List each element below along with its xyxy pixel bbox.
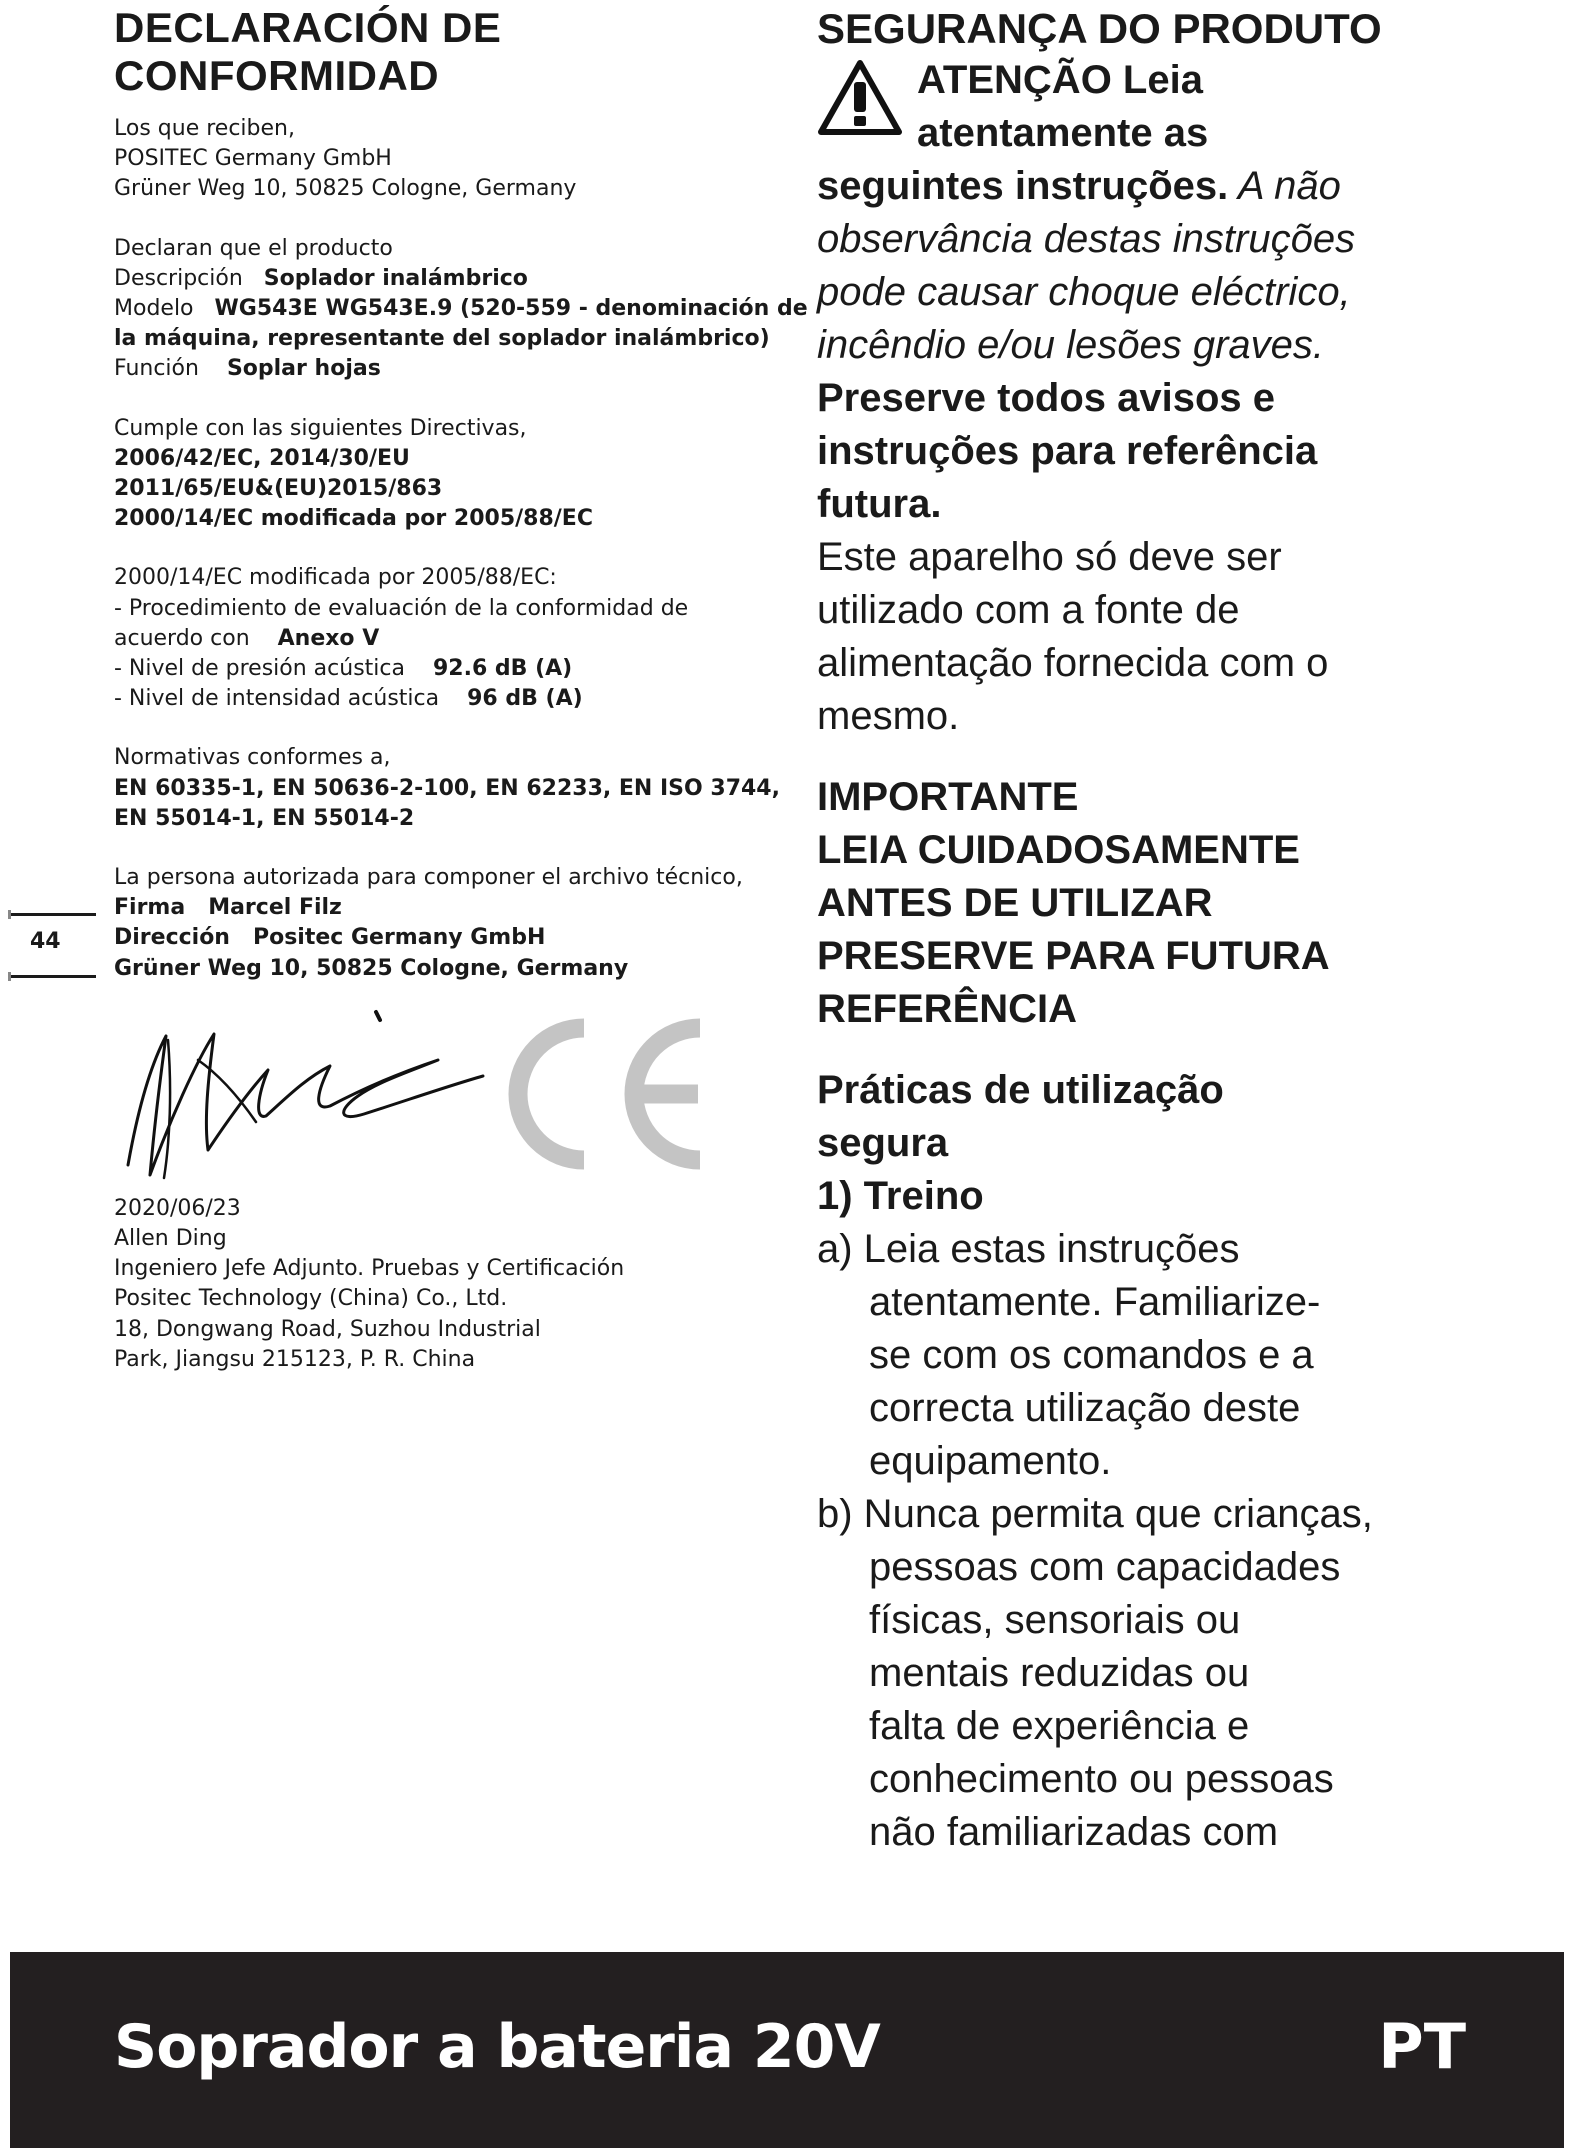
authorized-intro: La persona autorizada para componer el archivo técnico, <box>114 865 743 891</box>
firma-value: Marcel Filz <box>208 895 342 921</box>
supply-line: mesmo. <box>817 694 960 738</box>
important-line: REFERÊNCIA <box>817 987 1078 1031</box>
direccion-row <box>114 923 794 953</box>
list-item-b <box>817 1488 1517 1859</box>
model-label: Modelo <box>114 296 194 322</box>
signer-line: Park, Jiangsu 215123, P. R. China <box>114 1346 476 1372</box>
model-value-cont: la máquina, representante del soplador inalámbrico) <box>114 326 770 352</box>
noise-block <box>114 563 794 714</box>
receiver-line: POSITEC Germany GmbH <box>114 146 392 172</box>
description-value: Soplador inalámbrico <box>263 265 528 291</box>
pressure-label: - Nivel de presión acústica <box>114 656 405 682</box>
description-row <box>114 264 794 294</box>
intensity-value: 96 dB (A) <box>467 686 583 712</box>
directive-line: 2000/14/EC modificada por 2005/88/EC <box>114 506 593 532</box>
list-item-a <box>817 1223 1517 1488</box>
item-a-first-line: a) Leia estas instruções <box>817 1227 1240 1271</box>
directive-line: 2006/42/EC, 2014/30/EU <box>114 445 410 471</box>
warning-line1: ATENÇÃO Leia <box>917 58 1203 102</box>
item-a-line: correcta utilização deste <box>869 1386 1301 1430</box>
function-value: Soplar hojas <box>226 356 381 382</box>
warning-line3 <box>817 160 1517 213</box>
safety-column <box>817 0 1517 1859</box>
signer-line: Ingeniero Jefe Adjunto. Pruebas y Certificación <box>114 1256 625 1282</box>
supply-line: alimentação fornecida com o <box>817 641 1329 685</box>
important-line: IMPORTANTE <box>817 775 1079 819</box>
directive-line: 2011/65/EU&(EU)2015/863 <box>114 476 443 502</box>
item-b-first-line: b) Nunca permita que crianças, <box>817 1492 1373 1536</box>
page-number: 44 <box>30 929 61 954</box>
item-b-line: mentais reduzidas ou <box>869 1651 1250 1695</box>
model-value: WG543E WG543E.9 (520-559 - denominación de <box>214 296 808 322</box>
firma-row <box>114 893 794 923</box>
declaration-title-line2: CONFORMIDAD <box>114 52 440 99</box>
practices-heading-cont: segura <box>817 1121 949 1165</box>
page-number-rule-bottom <box>8 975 96 978</box>
footer-band <box>10 1952 1564 2148</box>
pressure-row <box>114 654 794 684</box>
warning-line3-bold: seguintes instruções. <box>817 164 1229 208</box>
signer-line: Allen Ding <box>114 1226 227 1252</box>
intensity-label: - Nivel de intensidad acústica <box>114 686 440 712</box>
item-a-line: equipamento. <box>869 1439 1112 1483</box>
description-label: Descripción <box>114 265 243 291</box>
page-number-rule-top <box>8 913 96 916</box>
standards-line: EN 55014-1, EN 55014-2 <box>114 805 415 831</box>
product-block <box>114 234 808 385</box>
important-block <box>817 771 1517 1036</box>
important-line: ANTES DE UTILIZAR <box>817 881 1213 925</box>
preserve-line: instruções para referência <box>817 429 1318 473</box>
supply-line: utilizado com a fonte de <box>817 588 1240 632</box>
pressure-value: 92.6 dB (A) <box>432 656 573 682</box>
directives-intro: Cumple con las siguientes Directivas, <box>114 415 527 441</box>
item-a-line: se com os comandos e a <box>869 1333 1314 1377</box>
supply-line: Este aparelho só deve ser <box>817 535 1282 579</box>
signature-area <box>108 1000 728 1190</box>
declaration-title <box>114 4 794 100</box>
standards-intro: Normativas conformes a, <box>114 745 391 771</box>
procedure-line: - Procedimiento de evaluación de la conformidad de <box>114 595 689 621</box>
firma-label: Firma <box>114 895 186 921</box>
ce-mark <box>500 1014 720 1174</box>
item-a-line: atentamente. Familiarize- <box>869 1280 1321 1324</box>
preserve-line: futura. <box>817 482 942 526</box>
item-b-line: não familiarizadas com <box>869 1810 1279 1854</box>
warning-italic-line: pode causar choque eléctrico, <box>817 270 1351 314</box>
practices-heading: Práticas de utilização <box>817 1068 1224 1112</box>
item-b-line: conhecimento ou pessoas <box>869 1757 1334 1801</box>
receiver-line: Grüner Weg 10, 50825 Cologne, Germany <box>114 176 577 202</box>
preserve-line: Preserve todos avisos e <box>817 376 1276 420</box>
safety-title: SEGURANÇA DO PRODUTO <box>817 5 1382 52</box>
declaration-title-line1: DECLARACIÓN DE <box>114 4 502 51</box>
standards-block <box>114 743 794 834</box>
item-b-line: pessoas com capacidades <box>869 1545 1341 1589</box>
procedure-annex-value: Anexo V <box>277 625 380 651</box>
warning-italic-line: observância destas instruções <box>817 217 1356 261</box>
receivers-block <box>114 114 794 205</box>
footer-language-code: PT <box>1378 2010 1466 2083</box>
item-b-line: físicas, sensoriais ou <box>869 1598 1241 1642</box>
direccion-value: Positec Germany GmbH <box>252 925 546 951</box>
procedure-annex-label: acuerdo con <box>114 625 250 651</box>
address-line: Grüner Weg 10, 50825 Cologne, Germany <box>114 955 629 981</box>
warning-triangle-icon <box>817 58 903 138</box>
important-line: LEIA CUIDADOSAMENTE <box>817 828 1300 872</box>
directives-block <box>114 414 794 535</box>
model-row <box>114 294 808 324</box>
warning-block <box>817 54 1517 213</box>
authorized-block <box>114 863 794 984</box>
footer-product-title: Soprador a bateria 20V <box>114 2012 880 2082</box>
function-row <box>114 354 794 384</box>
receiver-line: Los que reciben, <box>114 116 295 141</box>
warning-line3-italic: A não <box>1228 164 1341 208</box>
signer-line: Positec Technology (China) Co., Ltd. <box>114 1286 508 1312</box>
important-line: PRESERVE PARA FUTURA <box>817 934 1330 978</box>
item-b-line: falta de experiência e <box>869 1704 1250 1748</box>
training-heading: 1) Treino <box>817 1174 984 1218</box>
noise-intro: 2000/14/EC modificada por 2005/88/EC: <box>114 565 557 591</box>
intensity-row <box>114 684 794 714</box>
procedure-annex-row <box>114 624 794 654</box>
signer-block <box>114 1194 794 1375</box>
warning-italic-line: incêndio e/ou lesões graves. <box>817 323 1324 367</box>
function-label: Función <box>114 356 199 382</box>
warning-line2: atentamente as <box>917 111 1209 155</box>
declare-intro: Declaran que el producto <box>114 235 393 261</box>
standards-line: EN 60335-1, EN 50636-2-100, EN 62233, EN ISO 3744, <box>114 775 780 801</box>
signature-date: 2020/06/23 <box>114 1195 241 1221</box>
direccion-label: Dirección <box>114 925 230 951</box>
signer-line: 18, Dongwang Road, Suzhou Industrial <box>114 1316 541 1342</box>
